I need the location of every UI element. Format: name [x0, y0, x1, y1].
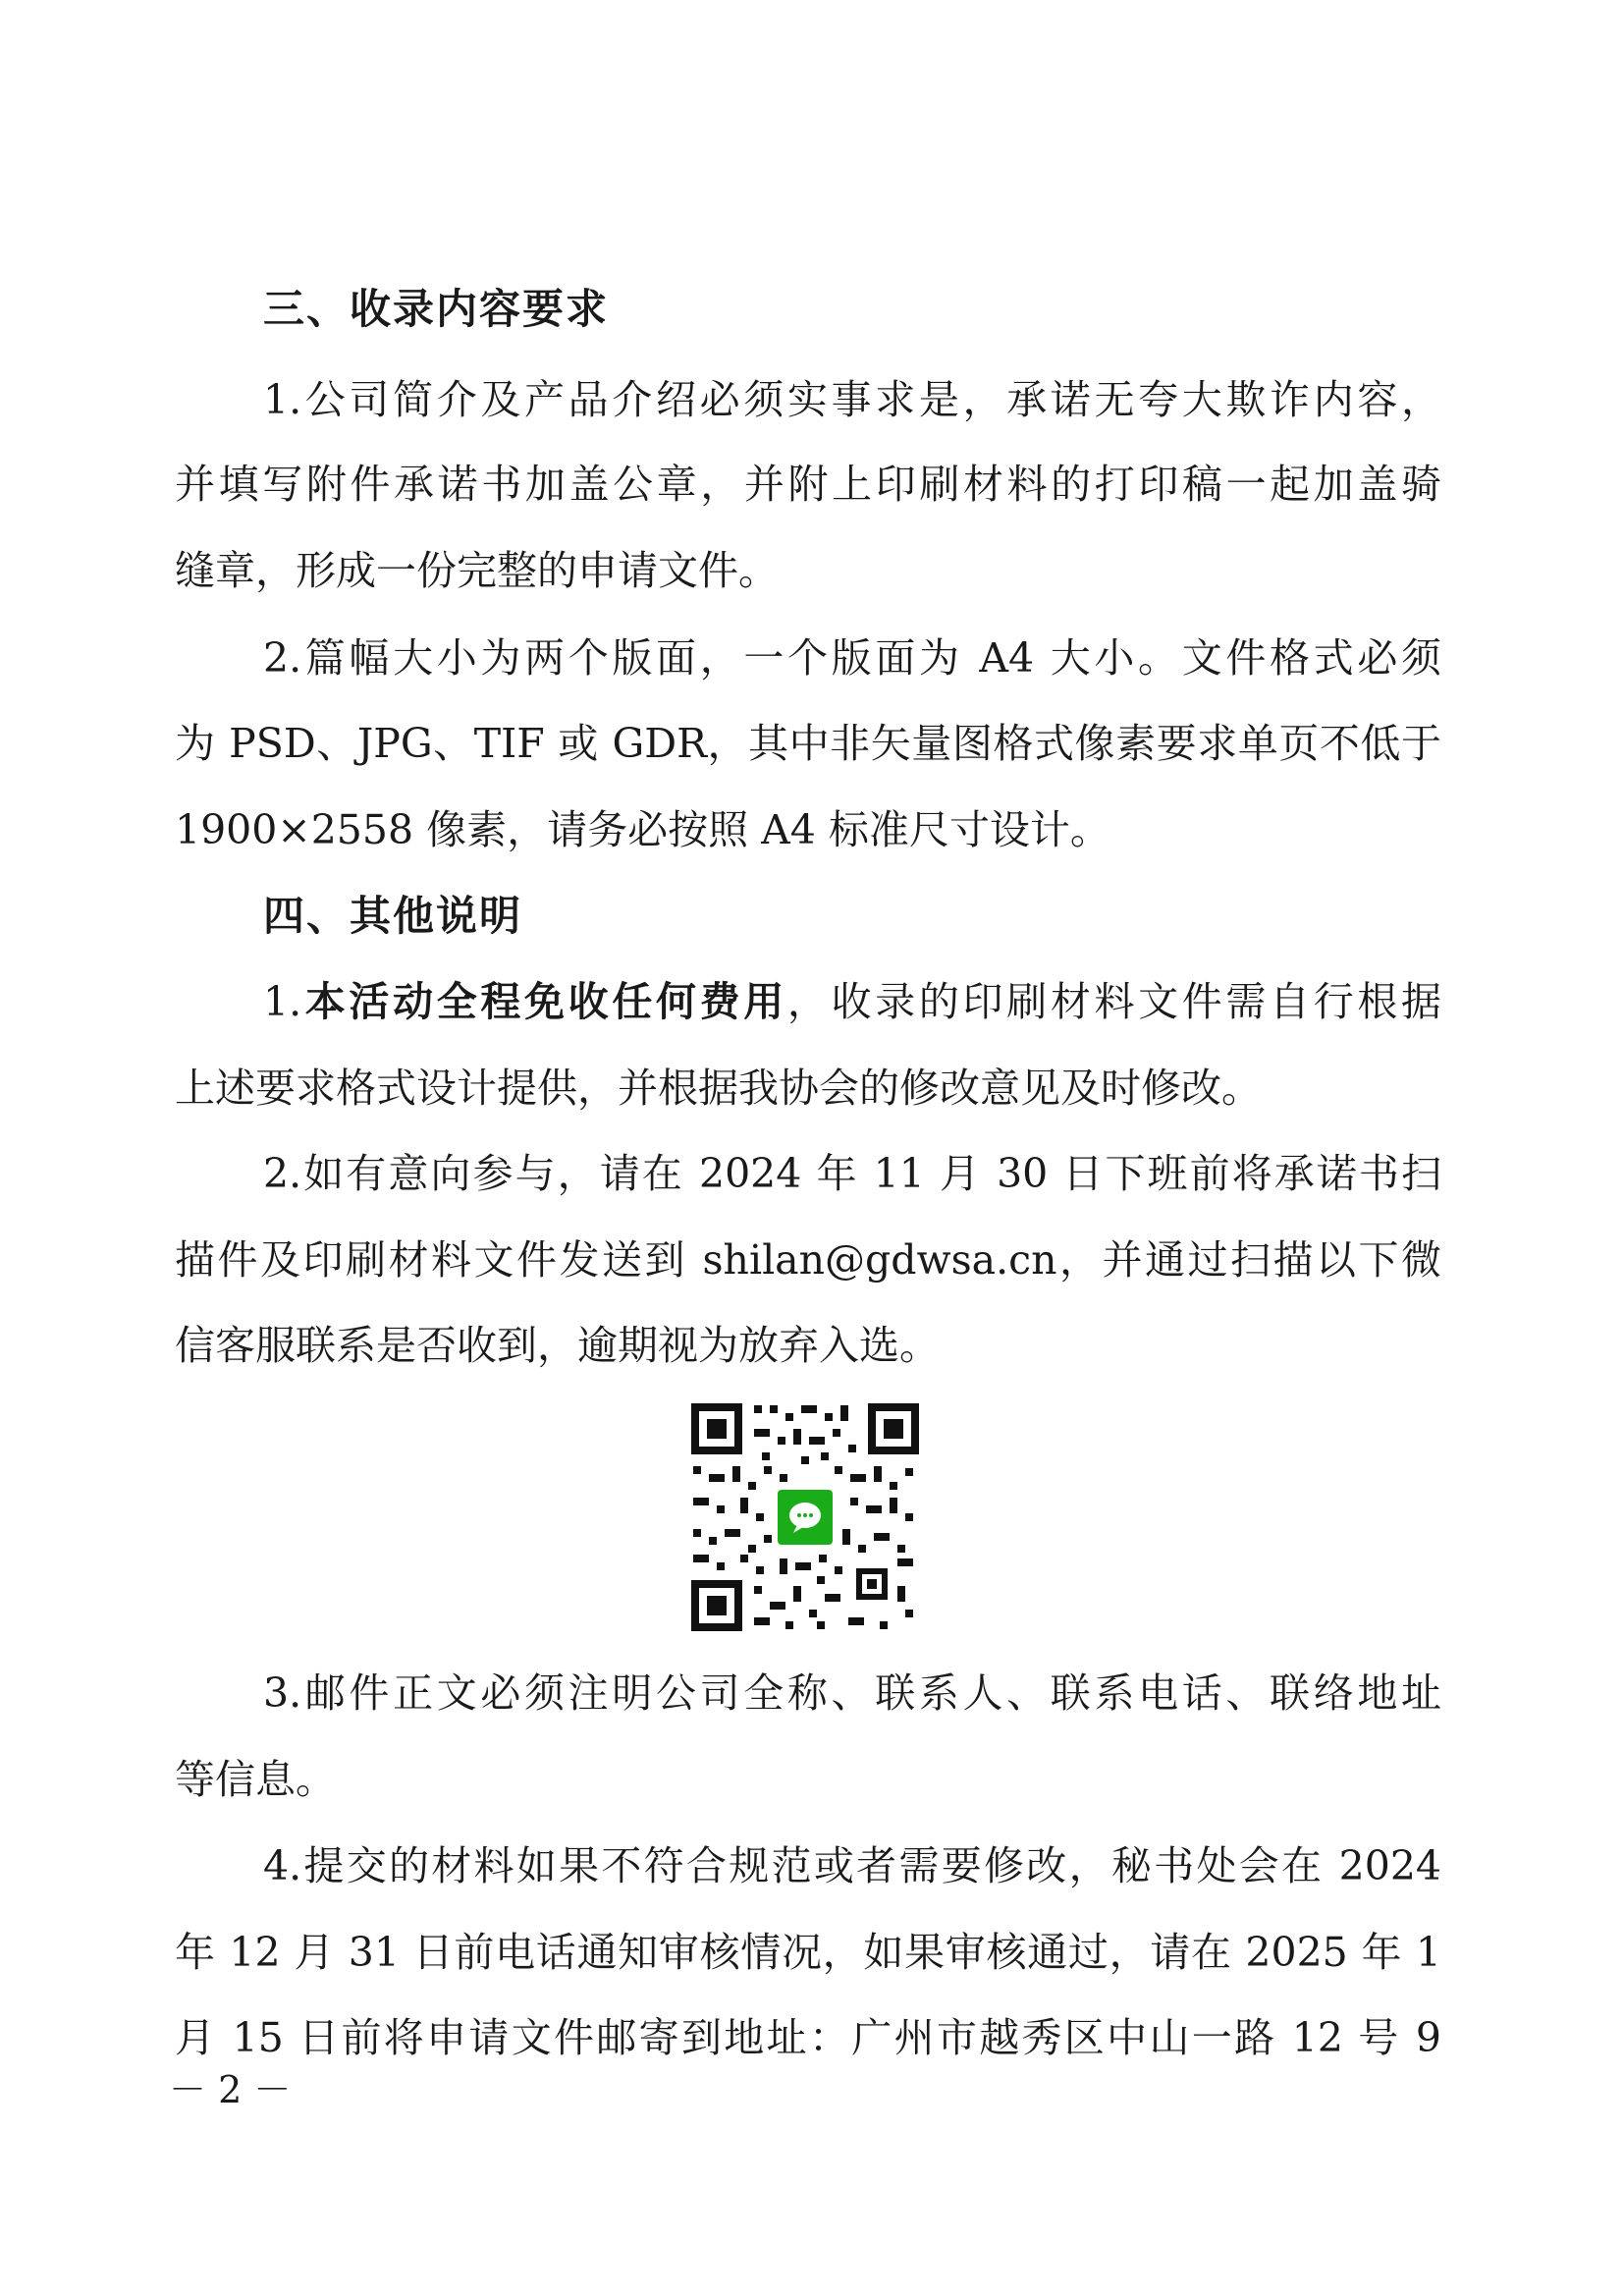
free-of-charge-emphasis: 本活动全程免收任何费用 — [301, 978, 787, 1025]
page-number: － 2 － — [169, 2068, 292, 2111]
paragraph-line: 为 PSD、JPG、TIF 或 GDR，其中非矢量图格式像素要求单页不低于 — [175, 720, 1441, 767]
section-heading-3: 三、收录内容要求 — [263, 285, 610, 333]
paragraph-line: 1900×2558 像素，请务必按照 A4 标准尺寸设计。 — [175, 806, 1110, 853]
paragraph-line: 3.邮件正文必须注明公司全称、联系人、联系电话、联络地址 — [263, 1669, 1441, 1717]
wechat-qr-code-icon[interactable] — [687, 1399, 923, 1635]
item-text: ，收录的印刷材料文件需自行根据 — [786, 978, 1442, 1025]
item-prefix: 1. — [263, 978, 302, 1025]
paragraph-line: 2.篇幅大小为两个版面，一个版面为 A4 大小。文件格式必须 — [263, 634, 1441, 682]
paragraph-line: 信客服联系是否收到，逾期视为放弃入选。 — [175, 1322, 940, 1369]
paragraph-line: 4.提交的材料如果不符合规范或者需要修改，秘书处会在 2024 — [263, 1842, 1441, 1889]
paragraph-line: 1.公司简介及产品介绍必须实事求是，承诺无夸大欺诈内容， — [263, 376, 1441, 423]
paragraph-line: 等信息。 — [175, 1756, 336, 1803]
paragraph-line: 月 15 日前将申请文件邮寄到地址：广州市越秀区中山一路 12 号 9 — [175, 2014, 1441, 2061]
section-heading-4: 四、其他说明 — [263, 892, 523, 940]
paragraph-line: 2.如有意向参与，请在 2024 年 11 月 30 日下班前将承诺书扫 — [263, 1150, 1441, 1197]
paragraph-line: 缝章，形成一份完整的申请文件。 — [175, 547, 779, 594]
paragraph-line: 年 12 月 31 日前电话通知审核情况，如果审核通过，请在 2025 年 1 — [175, 1929, 1441, 1976]
paragraph-line: 描件及印刷材料文件发送到 shilan@gdwsa.cn，并通过扫描以下微 — [175, 1236, 1441, 1284]
paragraph-line: 上述要求格式设计提供，并根据我协会的修改意见及时修改。 — [175, 1065, 1262, 1112]
paragraph-line: 并填写附件承诺书加盖公章，并附上印刷材料的打印稿一起加盖骑 — [175, 461, 1441, 508]
paragraph-line — [263, 972, 1441, 1031]
